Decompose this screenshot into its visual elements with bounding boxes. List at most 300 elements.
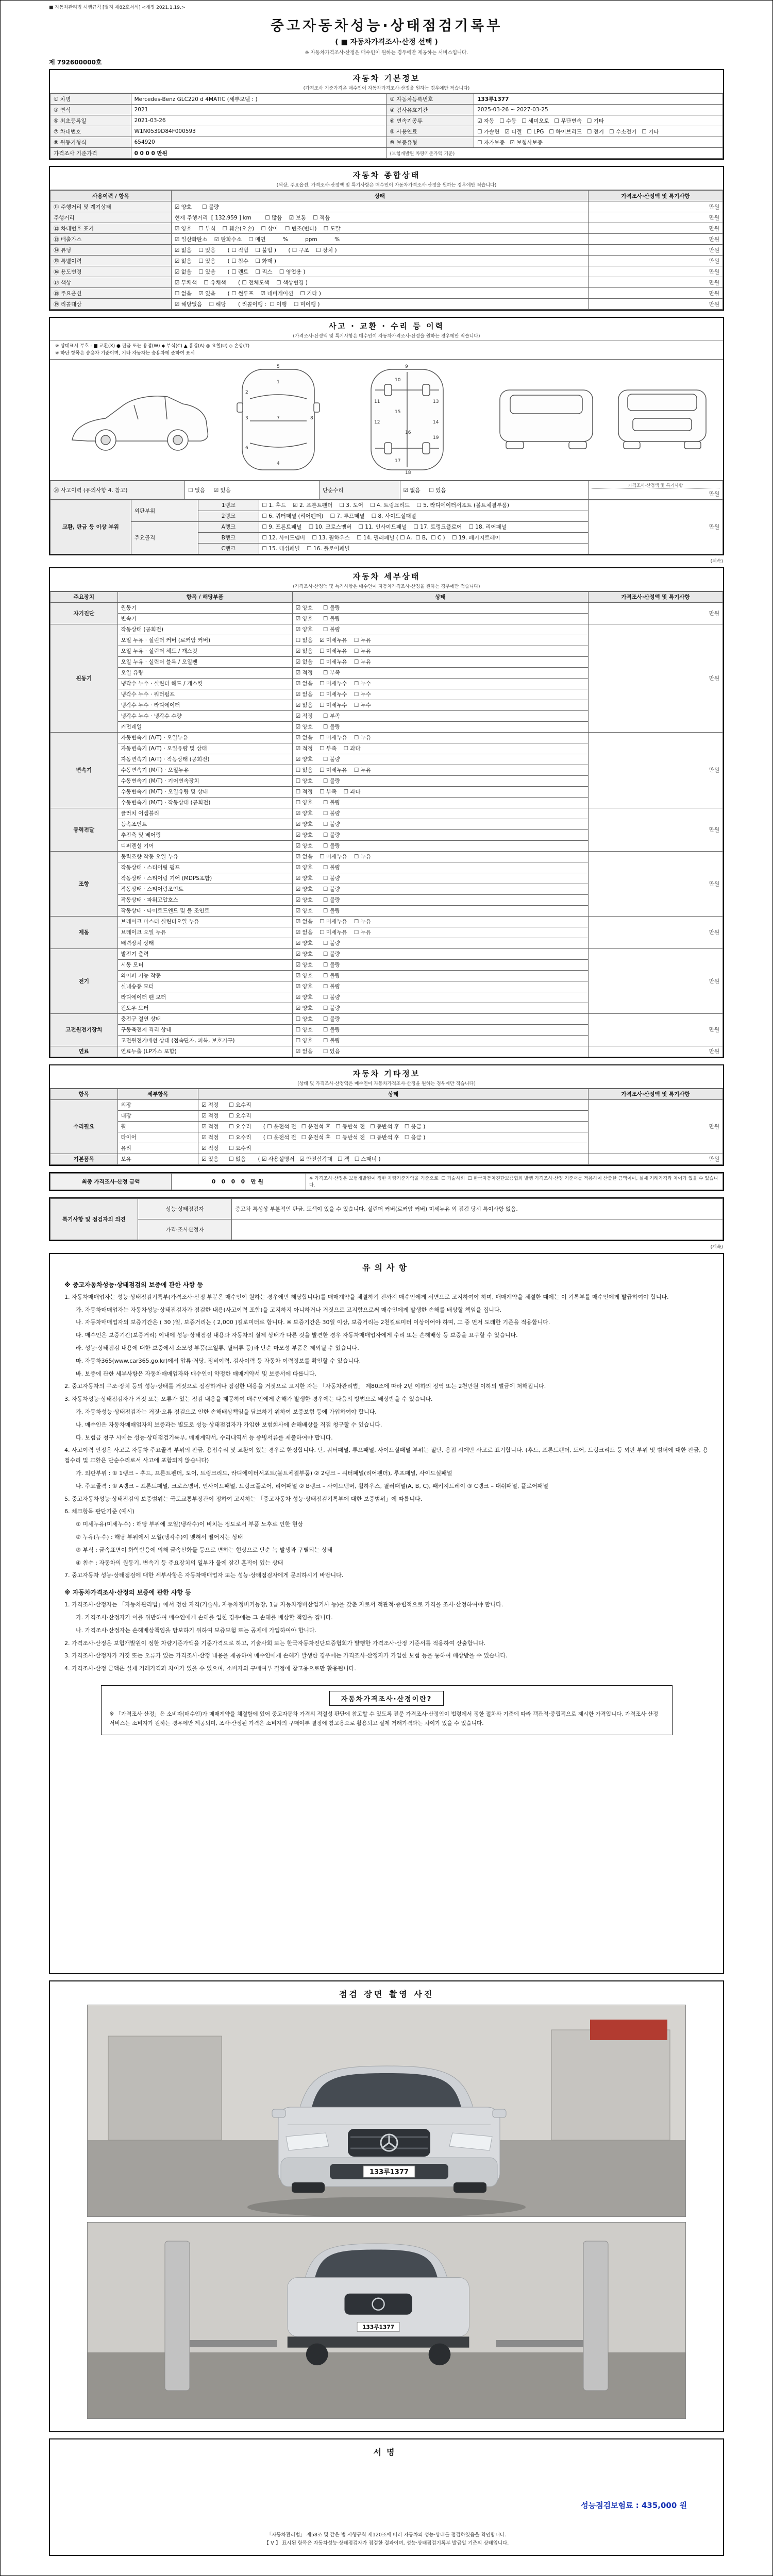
item-state-checkboxes[interactable]: ☑ 양호 ☐ 불량 [292, 754, 588, 765]
item-label: 라디에이터 팬 모터 [117, 992, 292, 1003]
car-damage-diagram [50, 360, 723, 481]
overall-price: 만원 [588, 234, 722, 245]
svg-text:16: 16 [405, 430, 411, 435]
signature-legal-line2: 【 V 】 표시된 항목은 자동차성능·상태점검자가 점검한 결과이며, 성능·상태점검기록부 발급일 기준의 상태입니다. [264, 2540, 509, 2546]
item-state-checkboxes[interactable]: ☑ 양호 ☐ 불량 [292, 602, 588, 613]
damage-part-label: 주요골격 [131, 521, 198, 554]
item-state-checkboxes[interactable]: ☑ 없음 ☐ 미세누유 ☐ 누유 [292, 927, 588, 938]
item-state-checkboxes[interactable]: ☐ 양호 ☐ 불량 [292, 775, 588, 786]
group-price: 만원 [588, 1099, 722, 1154]
notice-paragraph: 나. 주요골격 : ① A랭크 – 프론트패널, 크로스멤버, 인사이드패널, 트렁크플로어, 리어패널 ② B랭크 – 사이드멤버, 휠하우스, 필러패널(A, B, C), 패키지트레이 ③ C랭크 – 대쉬패널, 플로어패널 [76, 1482, 548, 1489]
car-diagram-underbody-view [371, 369, 443, 470]
svg-text:1: 1 [277, 379, 280, 385]
lift-post-right [583, 2241, 608, 2391]
item-state-checkboxes[interactable]: ☑ 양호 ☐ 불량 [292, 721, 588, 732]
item-label: 작동상태 · 파워고압호스 [117, 894, 292, 905]
accident-price-value: 만원 [709, 491, 719, 498]
field-value-car-name: Mercedes-Benz GLC220 d 4MATIC (세부모델 : ) [131, 94, 386, 105]
item-state-checkboxes[interactable]: ☑ 없음 ☐ 미세누수 ☐ 누수 [292, 678, 588, 689]
overall-state-checkboxes[interactable]: ☑ 양호 ☐ 불량 [171, 201, 588, 212]
item-label: 오일 누유 · 실린더 블록 / 오일팬 [117, 656, 292, 667]
overall-item-label: ⑱ 주요옵션 [51, 288, 172, 299]
item-state-checkboxes[interactable]: ☑ 양호 ☐ 불량 [292, 894, 588, 905]
item-state-checkboxes[interactable]: ☑ 적정 ☐ 부족 ☐ 과다 [292, 743, 588, 754]
damage-part-label: 외판부위 [131, 500, 198, 521]
item-state-checkboxes[interactable]: ☐ 없음 ☐ 미세누유 ☐ 누유 [292, 765, 588, 775]
item-label: 디퍼렌셜 기어 [117, 840, 292, 851]
document-number: 제 792600000호 [49, 59, 102, 66]
table-row [51, 1154, 723, 1164]
final-price-section [49, 1172, 724, 1191]
item-label: 와이퍼 기능 작동 [117, 970, 292, 981]
overall-row [51, 245, 723, 256]
item-state-checkboxes[interactable]: ☑ 적정 ☐ 요수리 [198, 1143, 589, 1154]
lift-arm-left [190, 2340, 277, 2347]
exchange-parts-label: 교환, 판금 등 이상 부위 [51, 500, 131, 554]
table-row [51, 1046, 723, 1057]
notice-paragraph: 6. 체크항목 판단기준 (예시) [64, 1508, 135, 1515]
accident-history-label: ⑳ 사고이력 (유의사항 4. 참고) [51, 481, 185, 499]
car-diagram-side-view [72, 396, 208, 450]
overall-item-label: 주행거리 [51, 212, 172, 223]
item-state-checkboxes[interactable]: ☑ 양호 ☐ 불량 [292, 970, 588, 981]
overall-header-item: 사용이력 / 항목 [51, 191, 172, 201]
notice-paragraph: 나. 가격조사·산정자는 손해배상책임을 담보하기 위하여 보증보험 또는 공제에 가입하여야 합니다. [76, 1626, 316, 1634]
price-definition-box [101, 1685, 673, 1735]
group-label: 조향 [51, 851, 118, 916]
group-price: 만원 [588, 1046, 722, 1057]
group-price: 만원 [588, 851, 722, 916]
item-label: 자동변속기 (A/T) · 오일유량 및 상태 [117, 743, 292, 754]
notice-paragraph: 가. 자동차매매업자는 자동차성능·상태점검자가 점검한 내용(사고이력 포함)을 고지하지 아니하거나 거짓으로 고지함으로써 매수인에게 발생한 손해를 배상할 책임을 집니다. [76, 1306, 501, 1313]
table-row [51, 1099, 723, 1110]
item-label: 커먼레일 [117, 721, 292, 732]
item-label: 클러치 어셈블리 [117, 808, 292, 819]
notice-body [64, 1280, 709, 1674]
table-row [51, 94, 723, 105]
item-state-checkboxes[interactable]: ☑ 양호 ☐ 불량 [292, 840, 588, 851]
price-definition-text: ※ 「가격조사·산정」은 소비자(매수인)가 매매계약을 체결함에 있어 중고자동차 가격의 적절성 판단에 참고할 수 있도록 전문 가격조사·산정인이 법령에서 정한 절차와 기준에 따라 객관적·중립적으로 제시한 가격입니다. 가격조사·산정 서비스는 소비자가 원하는 경우에만 제공되며, 조사·산정된 가격은 소비자의 구매여부 결정에 참고용으로 활용되고 실제 거래가격과는 차이가 있을 수 있습니다. [109, 1710, 659, 1726]
svg-text:18: 18 [405, 470, 411, 476]
field-label-engine-type: ⑨ 원동기형식 [51, 137, 131, 148]
overall-item-label: ⑬ 배출가스 [51, 234, 172, 245]
field-value-vin: W1N0539D84F000593 [131, 126, 386, 137]
damage-items-checkboxes[interactable]: ☐ 9. 프론트패널 ☐ 10. 크로스멤버 ☐ 11. 인사이드패널 ☐ 17. 트렁크플로어 ☐ 18. 리어패널 [259, 521, 588, 532]
item-state-checkboxes[interactable]: ☑ 양호 ☐ 불량 [292, 959, 588, 970]
etc-header-state: 상태 [198, 1089, 589, 1099]
group-label: 제동 [51, 916, 118, 948]
item-state-checkboxes[interactable]: ☑ 적정 ☐ 부족 [292, 710, 588, 721]
item-state-checkboxes[interactable]: ☑ 없음 ☐ 미세누유 ☐ 누유 [292, 851, 588, 862]
field-label-warranty-type: ⑩ 보증유형 [386, 137, 474, 148]
svg-text:13: 13 [433, 399, 439, 404]
fuel-checkboxes[interactable]: ☐ 가솔린 ☑ 디젤 ☐ LPG ☐ 하이브리드 ☐ 전기 ☐ 수소전기 ☐ 기타 [474, 126, 723, 137]
table-row [51, 1198, 723, 1219]
svg-text:10: 10 [395, 377, 401, 383]
basic-info-note: (가격조사 기준가격은 매수인이 자동차가격조사·산정을 원하는 경우에만 적습니다) [303, 86, 470, 91]
overall-condition-header [50, 167, 723, 190]
group-label: 연료 [51, 1046, 118, 1057]
overall-state-checkboxes[interactable]: ☐ 없음 ☑ 있음 ( ☐ 썬루프 ☑ 네비게이션 ☐ 기타 ) [171, 288, 588, 299]
warranty-type-checkboxes[interactable]: ☐ 자가보증 ☑ 보험사보증 [474, 137, 723, 148]
overall-item-label: ⑫ 차대번호 표기 [51, 223, 172, 234]
page-title: 중고자동차성능·상태점검기록부 [270, 18, 503, 34]
overall-item-label: ⑪ 주행거리 및 계기상태 [51, 201, 172, 212]
svg-text:4: 4 [277, 461, 280, 466]
detail-header-device: 주요장치 [51, 591, 118, 602]
table-row [51, 732, 723, 743]
item-state-checkboxes[interactable]: ☑ 양호 ☐ 불량 [292, 938, 588, 948]
overall-item-label: ⑯ 용도변경 [51, 266, 172, 277]
item-state-checkboxes[interactable]: ☐ 없음 ☑ 미세누유 ☐ 누유 [292, 635, 588, 646]
item-label: 구동축전지 격리 상태 [117, 1024, 292, 1035]
document-subtitle: ( ■ 자동차가격조사·산정 선택 ) [335, 38, 438, 46]
detail-condition-note: (가격조사·산정액 및 특기사항은 매수인이 자동차가격조사·산정을 원하는 경우에만 적습니다) [293, 584, 480, 589]
overall-condition-table [50, 190, 723, 310]
car-diagram-front-view [618, 390, 706, 449]
table-row [51, 602, 723, 613]
accident-history-note: (가격조사·산정액 및 특기사항은 매수인이 자동차가격조사·산정을 원하는 경우에만 적습니다) [293, 334, 480, 339]
overall-item-label: ⑲ 리콜대상 [51, 299, 172, 310]
item-state-checkboxes[interactable]: ☑ 적정 ☐ 요수리 ( ☐ 운전석 전 ☐ 운전석 후 ☐ 동반석 전 ☐ 동반석 후 ☐ 응급 ) [198, 1121, 589, 1132]
item-state-checkboxes[interactable]: ☑ 양호 ☐ 불량 [292, 992, 588, 1003]
page-continue-marker: (계속) [710, 558, 723, 564]
group-price: 만원 [588, 624, 722, 732]
item-label: 배력장치 상태 [117, 938, 292, 948]
overall-state-checkboxes[interactable]: ☑ 양호 ☐ 부식 ☐ 훼손(오손) ☐ 상이 ☐ 변조(변타) ☐ 도말 [171, 223, 588, 234]
transmission-checkboxes[interactable]: ☑ 자동 ☐ 수동 ☐ 세미오토 ☐ 무단변속 ☐ 기타 [474, 115, 723, 126]
accident-history-title: 사고 · 교환 · 수리 등 이력 [328, 321, 445, 331]
signature-section [49, 2438, 724, 2556]
overall-price: 만원 [588, 266, 722, 277]
basic-info-section [49, 69, 724, 160]
final-price-label: 최종 가격조사·산정 금액 [51, 1173, 172, 1190]
group-price: 만원 [588, 602, 722, 624]
group-price: 만원 [588, 1154, 722, 1164]
overall-condition-note: (색상, 주요옵션, 가격조사·산정액 및 특기사항은 매수인이 자동차가격조사·산정을 원하는 경우에만 적습니다) [276, 183, 497, 188]
base-price-note: (보험개발원 차량기준가액 기준) [386, 148, 723, 159]
notice-paragraph: 4. 가격조사·산정 금액은 실제 거래가격과 차이가 있을 수 있으며, 소비자의 구매여부 결정에 참고용으로만 활용됩니다. [64, 1665, 356, 1672]
price-definition-title: 자동차가격조사·산정이란? [329, 1691, 444, 1706]
accident-history-section [49, 317, 724, 555]
item-state-checkboxes[interactable]: ☑ 없음 ☐ 미세누유 ☐ 누유 [292, 732, 588, 743]
table-header-row [51, 1089, 723, 1099]
detail-header-state: 상태 [292, 591, 588, 602]
overall-state-checkboxes[interactable]: ☑ 무채색 ☐ 유채색 ( ☐ 전체도색 ☐ 색상변경 ) [171, 277, 588, 288]
document-subtitle-note: ※ 자동차가격조사·산정은 매수인이 원하는 경우에만 제공하는 서비스입니다. [305, 50, 468, 56]
item-label: 유리 [117, 1143, 198, 1154]
item-label: 수동변속기 (M/T) · 작동상태 (공회전) [117, 797, 292, 808]
svg-text:11: 11 [374, 399, 380, 404]
notice-paragraph: 3. 자동차성능·상태점검자가 거짓 또는 오류가 있는 점검 내용을 제공하여 매수인에게 손해가 발생한 경우에는 다음의 방법으로 배상받을 수 있습니다. [64, 1396, 433, 1403]
notice-paragraph: ③ 부식 : 금속표면이 화학반응에 의해 금속산화물 등으로 변하는 현상으로 단순 녹 발생과 구별되는 상태 [76, 1546, 333, 1553]
detail-condition-title: 자동차 세부상태 [352, 571, 421, 581]
overall-state-checkboxes[interactable]: ☑ 없음 ☐ 있음 ( ☐ 침수 ☐ 화재 ) [171, 256, 588, 266]
signature-legal-text [77, 2531, 696, 2548]
page-continue-marker: (계속) [710, 1244, 723, 1250]
overall-state-checkboxes[interactable]: 현재 주행거리 [ 132,959 ] km ☐ 많음 ☑ 보통 ☐ 적음 [171, 212, 588, 223]
item-state-checkboxes[interactable]: ☐ 양호 ☐ 불량 [292, 797, 588, 808]
overall-state-checkboxes[interactable]: ☑ 없음 ☐ 있음 ( ☐ 적법 ☐ 불법 ) ( ☐ 구조 ☐ 장치 ) [171, 245, 588, 256]
item-state-checkboxes[interactable]: ☑ 양호 ☐ 불량 [292, 884, 588, 894]
item-state-checkboxes[interactable]: ☑ 양호 ☐ 불량 [292, 948, 588, 959]
overall-price: 만원 [588, 299, 722, 310]
accident-history-table [50, 481, 723, 500]
field-value-reg-number: 133루1377 [474, 94, 723, 105]
overall-price: 만원 [588, 201, 722, 212]
field-label-vin: ⑦ 차대번호 [51, 126, 131, 137]
overall-price: 만원 [588, 245, 722, 256]
notice-paragraph: 4. 사고이력 인정은 사고로 자동차 주요골격 부위의 판금, 용접수리 및 교환이 있는 경우로 한정합니다. 단, 쿼터패널, 루프패널, 사이드실패널 부위는 절단, 용접 시에만 사고로 표기합니다. (후드, 프론트펜더, 도어, 트렁크리드 등 외판 부위 및 범퍼에 대한 판금, 용접수리 및 교환은 단순수리로서 사고에 포함되지 않습니다) [64, 1447, 708, 1464]
simple-repair-label: 단순수리 [320, 481, 400, 499]
item-label: 보유 [117, 1154, 198, 1164]
simple-repair-checkboxes[interactable]: ☑ 없음 ☐ 있음 [400, 481, 588, 499]
table-header-row [51, 191, 723, 201]
group-label: 전기 [51, 948, 118, 1013]
car-diagram-svg [57, 362, 716, 476]
group-price: 만원 [588, 808, 722, 851]
item-state-checkboxes[interactable]: ☑ 양호 ☐ 불량 [292, 613, 588, 624]
item-state-checkboxes[interactable]: ☑ 없음 ☐ 미세누수 ☐ 누수 [292, 689, 588, 700]
group-label: 원동기 [51, 624, 118, 732]
item-label: 냉각수 누수 · 실린더 헤드 / 개스킷 [117, 678, 292, 689]
overall-item-label: ⑮ 특별이력 [51, 256, 172, 266]
overall-row [51, 223, 723, 234]
item-label: 자동변속기 (A/T) · 작동상태 (공회전) [117, 754, 292, 765]
accident-price-header: 가격조사·산정액 및 특기사항 [592, 482, 719, 489]
opinion-inspector-label: 성능·상태점검자 [138, 1198, 232, 1219]
item-label: 실내송풍 모터 [117, 981, 292, 992]
notice-paragraph: ② 누유(누수) : 해당 부위에서 오일(냉각수)이 맺혀서 떨어지는 상태 [76, 1533, 243, 1540]
notice-section-heading: ※ 자동차가격조사·산정의 보증에 관한 사항 등 [64, 1589, 191, 1597]
inspection-photos-title: 점검 장면 촬영 사진 [339, 1989, 434, 1999]
notice-paragraph: 바. 보증에 관한 세부사항은 자동차매매업자와 매수인이 약정한 매매계약서 및 보증서에 따릅니다. [76, 1370, 316, 1377]
svg-text:14: 14 [433, 419, 439, 425]
group-label: 고전원전기장치 [51, 1013, 118, 1046]
overall-state-checkboxes[interactable]: ☑ 없음 ☐ 있음 ( ☐ 렌트 ☐ 리스 ☐ 영업용 ) [171, 266, 588, 277]
item-label: 자동변속기 (A/T) · 오일누유 [117, 732, 292, 743]
svg-text:5: 5 [277, 364, 280, 369]
notice-paragraph: 나. 자동차매매업자의 보증기간은 ( 30 )일, 보증거리는 ( 2,000 )킬로미터로 합니다. ※ 보증기간은 30일 이상, 보증거리는 2천킬로미터 이상이어야 하며, 그 중 먼저 도래한 기준을 적용합니다. [76, 1319, 550, 1326]
overall-condition-title: 자동차 종합상태 [352, 171, 421, 180]
overall-price: 만원 [588, 288, 722, 299]
detail-condition-table [50, 591, 723, 1057]
item-state-checkboxes[interactable]: ☐ 양호 ☐ 불량 [292, 1024, 588, 1035]
item-label: 작동상태 · 스티어링 펌프 [117, 862, 292, 873]
damage-items-checkboxes[interactable]: ☐ 1. 후드 ☑ 2. 프론트펜더 ☐ 3. 도어 ☐ 4. 트렁크리드 ☐ 5. 라디에이터서포트 (볼트체결부품) [259, 500, 588, 511]
item-state-checkboxes[interactable]: ☐ 양호 ☐ 불량 [292, 1035, 588, 1046]
inspector-opinion-section [49, 1197, 724, 1241]
notice-paragraph: 다. 매수인은 보증기간(보증거리) 이내에 성능·상태점검 내용과 자동차의 실제 상태가 다른 것을 발견한 경우 자동차매매업자에게 수리 또는 손해배상 등 보증을 요구할 수 있습니다. [76, 1332, 518, 1339]
accident-history-checkboxes[interactable]: ☐ 없음 ☑ 있음 [185, 481, 320, 499]
item-label: 시동 모터 [117, 959, 292, 970]
item-state-checkboxes[interactable]: ☑ 양호 ☐ 불량 [292, 808, 588, 819]
item-state-checkboxes[interactable]: ☑ 양호 ☐ 불량 [292, 819, 588, 829]
item-state-checkboxes[interactable]: ☑ 없음 ☐ 미세누유 ☐ 누유 [292, 916, 588, 927]
item-label: 수동변속기 (M/T) · 오일누유 [117, 765, 292, 775]
notice-paragraph: 3. 가격조사·산정자가 거짓 또는 오류가 있는 가격조사·산정 내용을 제공하여 매수인에게 손해가 발생한 경우에는 가격조사·산정자가 가입한 보험 등을 통하여 배상받을 수 있습니다. [64, 1652, 508, 1659]
overall-row [51, 201, 723, 212]
field-value-model-year: 2021 [131, 105, 386, 115]
item-label: 윈도우 모터 [117, 1003, 292, 1013]
notice-section-heading: ※ 중고자동차성능·상태점검의 보증에 관한 사항 등 [64, 1281, 203, 1289]
table-row [51, 1219, 723, 1240]
item-state-checkboxes[interactable]: ☑ 양호 ☐ 불량 [292, 873, 588, 884]
notice-paragraph: 5. 중고자동차성능·상태점검의 보증범위는 국토교통부장관이 정하여 고시하는 「중고자동차 성능·상태점검기록부에 대한 보증범위」에 따릅니다. [64, 1495, 423, 1502]
damage-items-checkboxes[interactable]: ☐ 12. 사이드멤버 ☐ 13. 휠하우스 ☐ 14. 필러패널 ( ☐ A, ☐ B, ☐ C ) ☐ 19. 패키지트레이 [259, 532, 588, 543]
svg-text:8: 8 [310, 415, 313, 421]
item-label: 오일 누유 · 실린더 커버 (로커암 커버) [117, 635, 292, 646]
inspector-opinion-table [50, 1198, 723, 1240]
item-state-checkboxes[interactable]: ☑ 양호 ☐ 불량 [292, 905, 588, 916]
table-row [51, 148, 723, 159]
field-label-first-reg-date: ⑤ 최초등록일 [51, 115, 131, 126]
item-state-checkboxes[interactable]: ☑ 양호 ☐ 불량 [292, 624, 588, 635]
final-price-table [50, 1173, 723, 1190]
item-state-checkboxes[interactable]: ☑ 없음 ☐ 미세누유 ☐ 누유 [292, 646, 588, 656]
lift-arm-right [496, 2340, 583, 2347]
svg-text:19: 19 [433, 435, 439, 440]
notice-paragraph: 2. 중고자동차의 구조·장치 등의 성능·상태를 거짓으로 점검하거나 점검한 내용을 거짓으로 고지한 자는 「자동차관리법」 제80조에 따라 2년 이하의 징역 또는 2천만원 이하의 벌금에 처해집니다. [64, 1383, 546, 1390]
group-price: 만원 [588, 916, 722, 948]
signature-legal-line1: 「자동차관리법」 제58조 및 같은 법 시행규칙 제120조에 따라 자동차의 성능·상태를 점검하였음을 확인합니다. [266, 2532, 507, 2538]
table-row [51, 948, 723, 959]
signature-title: 서명 [373, 2447, 400, 2457]
overall-header-price: 가격조사·산정액 및 특기사항 [588, 191, 722, 201]
item-label: 작동상태 · 스티어링조인트 [117, 884, 292, 894]
item-label: 추진축 및 베어링 [117, 829, 292, 840]
etc-info-title: 자동차 기타정보 [352, 1069, 421, 1078]
svg-text:15: 15 [395, 409, 401, 415]
item-label: 오일 유량 [117, 667, 292, 678]
item-state-checkboxes[interactable]: ☑ 적정 ☐ 요수리 [198, 1110, 589, 1121]
basic-info-header [50, 70, 723, 93]
table-row [51, 137, 723, 148]
detail-header-item: 항목 / 해당부품 [117, 591, 292, 602]
notice-paragraph: 1. 자동차매매업자는 성능·상태점검기록부(가격조사·산정 부분은 매수인이 원하는 경우에만 해당합니다)를 매매계약을 체결하기 전까지 매수인에게 서면으로 고지하여야 하며, 매매계약을 체결한 때에는 이 기록부를 매수인에게 발급하여야 합니다. [64, 1293, 669, 1300]
damage-items-checkboxes[interactable]: ☐ 15. 대쉬패널 ☐ 16. 플로어패널 [259, 543, 588, 554]
item-state-checkboxes[interactable]: ☑ 양호 ☐ 불량 [292, 981, 588, 992]
overall-row [51, 212, 723, 223]
table-row [51, 916, 723, 927]
overall-state-checkboxes[interactable]: ☑ 해당없음 ☐ 해당 ( 리콜이행 : ☐ 이행 ☐ 미이행 ) [171, 299, 588, 310]
item-label: 타이어 [117, 1132, 198, 1143]
field-value-inspection-period: 2025-03-26 ~ 2027-03-25 [474, 105, 723, 115]
basic-info-table [50, 93, 723, 159]
table-row [51, 105, 723, 115]
opinion-appraiser-comment [232, 1219, 723, 1240]
inspection-photo-lift [87, 2222, 686, 2419]
item-label: 충전구 절연 상태 [117, 1013, 292, 1024]
item-label: 수동변속기 (M/T) · 오일유량 및 상태 [117, 786, 292, 797]
item-state-checkboxes[interactable]: ☑ 적정 ☐ 부족 [292, 667, 588, 678]
opinion-section-label: 특기사항 및 점검자의 의견 [51, 1198, 138, 1240]
notice-title: 유의사항 [362, 1262, 411, 1273]
item-label: 휠 [117, 1121, 198, 1132]
overall-row [51, 256, 723, 266]
group-price: 만원 [588, 1013, 722, 1046]
item-state-checkboxes[interactable]: ☑ 있음 ☐ 없음 ( ☑ 사용설명서 ☑ 안전삼각대 ☐ 잭 ☐ 스패너 ) [198, 1154, 589, 1164]
item-label: 발전기 출력 [117, 948, 292, 959]
overall-row [51, 266, 723, 277]
license-plate-number: 133루1377 [369, 2168, 409, 2176]
group-label: 동력전달 [51, 808, 118, 851]
overall-row [51, 234, 723, 245]
item-state-checkboxes[interactable]: ☑ 양호 ☐ 불량 [292, 829, 588, 840]
item-state-checkboxes[interactable]: ☑ 적정 ☐ 요수리 [198, 1099, 589, 1110]
form-regulation-note: ■ 자동차관리법 시행규칙 [별지 제82호서식] <개정 2021.1.19.> [49, 5, 186, 10]
field-label-base-price: 가격조사 기준가격 [51, 148, 131, 159]
notice-paragraph: 1. 가격조사·산정자는 「자동차관리법」에서 정한 자격(기술사, 자동차정비기능장, 1급 자동차정비산업기사 등)을 갖춘 자로서 객관적·중립적으로 가격을 조사·산정하여야 합니다. [64, 1601, 503, 1608]
etc-header-item: 세부항목 [117, 1089, 198, 1099]
group-label: 변속기 [51, 732, 118, 808]
overall-price: 만원 [588, 212, 722, 223]
legend-note: ※ 하단 항목은 승용차 기준이며, 기타 자동차는 승용차에 준하여 표시 [55, 351, 195, 357]
item-state-checkboxes[interactable]: ☑ 양호 ☐ 불량 [292, 1003, 588, 1013]
damage-rank-table [50, 500, 723, 554]
overall-price: 만원 [588, 223, 722, 234]
etc-header-group: 항목 [51, 1089, 118, 1099]
item-state-checkboxes[interactable]: ☑ 없음 ☐ 미세누수 ☐ 누수 [292, 700, 588, 710]
item-label: 작동상태 · 타이로드엔드 및 볼 조인트 [117, 905, 292, 916]
damage-symbol-legend [50, 341, 723, 360]
table-row [51, 481, 723, 499]
item-state-checkboxes[interactable]: ☑ 없음 ☐ 있음 [292, 1046, 588, 1057]
accident-price-cell [588, 481, 722, 499]
etc-header-price: 가격조사·산정액 및 특기사항 [588, 1089, 722, 1099]
item-state-checkboxes[interactable]: ☑ 양호 ☐ 불량 [292, 862, 588, 873]
field-label-model-year: ③ 연식 [51, 105, 131, 115]
table-header-row [51, 591, 723, 602]
table-row [51, 126, 723, 137]
table-row [51, 1013, 723, 1024]
overall-condition-section [49, 166, 724, 311]
notice-paragraph: 라. 성능·상태점검 내용에 대한 보증에서 소모성 부품(오일류, 필터류 등)과 단순 마모성 부품은 제외될 수 있습니다. [76, 1344, 359, 1351]
group-label: 자기진단 [51, 602, 118, 624]
detail-condition-section [49, 567, 724, 1058]
field-label-inspection-period: ④ 검사유효기간 [386, 105, 474, 115]
notice-paragraph: ① 미세누유(미세누수) : 해당 부위에 오일(냉각수)이 비치는 정도로서 부품 노후로 인한 현상 [76, 1521, 304, 1528]
item-state-checkboxes[interactable]: ☐ 양호 ☐ 불량 [292, 1013, 588, 1024]
item-label: 냉각수 누수 · 냉각수 수량 [117, 710, 292, 721]
item-label: 변속기 [117, 613, 292, 624]
notice-paragraph: ④ 침수 : 자동차의 원동기, 변속기 등 주요장치의 일부가 물에 잠긴 흔적이 있는 상태 [76, 1559, 283, 1566]
table-row [51, 1173, 723, 1190]
overall-row [51, 277, 723, 288]
accident-history-header [50, 318, 723, 341]
item-state-checkboxes[interactable]: ☑ 적정 ☐ 요수리 ( ☐ 운전석 전 ☐ 운전석 후 ☐ 동반석 전 ☐ 동반석 후 ☐ 응급 ) [198, 1132, 589, 1143]
etc-info-note: (상태 및 가격조사·산정액은 매수인이 자동차가격조사·산정을 원하는 경우에만 적습니다) [297, 1081, 476, 1087]
lift-post-left [165, 2241, 190, 2391]
item-label: 냉각수 누수 · 워터펌프 [117, 689, 292, 700]
item-label: 등속조인트 [117, 819, 292, 829]
damage-price: 만원 [588, 500, 722, 554]
final-price-note[interactable]: ※ 가격조사·산정은 보험개발원이 정한 차량기준가액을 기준으로 ☐ 기술사회 ☐ 한국자동차진단보증협회 발행 가격조사·산정 기준서를 적용하여 산출한 금액이며, 실제 거래가격과 차이가 있을 수 있습니다. [306, 1173, 722, 1190]
group-price: 만원 [588, 948, 722, 1013]
opinion-appraiser-label: 가격·조사산정자 [138, 1219, 232, 1240]
damage-items-checkboxes[interactable]: ☐ 6. 쿼터패널 (리어펜더) ☐ 7. 루프패널 ☐ 8. 사이드실패널 [259, 511, 588, 521]
overall-state-checkboxes[interactable]: ☑ 일산화탄소 ☑ 탄화수소 ☐ 매연 % ppm % [171, 234, 588, 245]
item-label: 외장 [117, 1099, 198, 1110]
overall-item-label: ⑭ 튜닝 [51, 245, 172, 256]
item-state-checkboxes[interactable]: ☑ 없음 ☐ 미세누유 ☐ 누유 [292, 656, 588, 667]
svg-text:17: 17 [395, 458, 401, 464]
notice-section [49, 1253, 724, 1974]
overall-row [51, 299, 723, 310]
damage-rank-label: 2랭크 [198, 511, 259, 521]
item-state-checkboxes[interactable]: ☐ 적정 ☐ 부족 ☐ 과다 [292, 786, 588, 797]
notice-paragraph: 7. 중고자동차 성능·상태점검에 대한 세부사항은 자동차매매업자 또는 성능·상태점검자에게 문의하시기 바랍니다. [64, 1572, 344, 1579]
